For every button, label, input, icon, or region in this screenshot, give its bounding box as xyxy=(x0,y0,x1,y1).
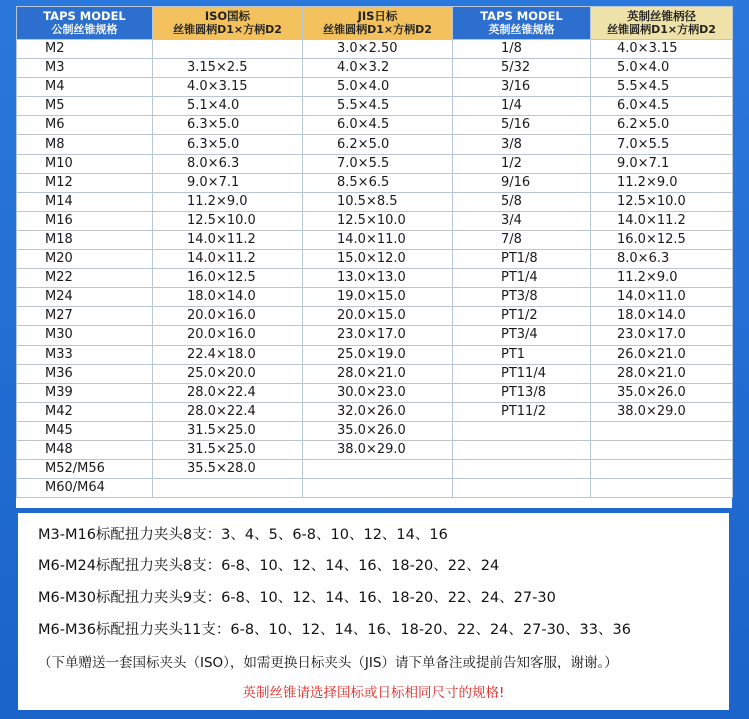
imperial-size-cell: 23.0×17.0 xyxy=(591,326,733,345)
iso-size-cell: 9.0×7.1 xyxy=(153,173,303,192)
imperial-size-cell: 14.0×11.0 xyxy=(591,288,733,307)
note-line-4: M6-M36标配扭力夹头11支：6-8、10、12、14、16、18-20、22、24、27-30、33、36 xyxy=(38,622,631,638)
iso-size-cell: 18.0×14.0 xyxy=(153,288,303,307)
imperial-size-cell: 28.0×21.0 xyxy=(591,364,733,383)
imperial-model-cell: 1/4 xyxy=(453,97,591,116)
imperial-size-cell: 5.5×4.5 xyxy=(591,78,733,97)
iso-size-cell xyxy=(153,479,303,498)
iso-size-cell: 6.3×5.0 xyxy=(153,135,303,154)
jis-size-cell: 6.2×5.0 xyxy=(303,135,453,154)
table-row xyxy=(17,402,733,421)
imperial-model-cell: 9/16 xyxy=(453,173,591,192)
metric-model-cell: M39 xyxy=(17,383,153,402)
note-line-1: M3-M16标配扭力夹头8支：3、4、5、6-8、10、12、14、16 xyxy=(38,527,448,543)
iso-size-cell: 22.4×18.0 xyxy=(153,345,303,364)
imperial-model-cell: PT1/8 xyxy=(453,250,591,269)
table-row xyxy=(17,460,733,479)
tap-size-table xyxy=(16,6,733,498)
table-row xyxy=(17,326,733,345)
imperial-model-cell xyxy=(453,421,591,440)
jis-size-cell: 15.0×12.0 xyxy=(303,250,453,269)
jis-size-cell: 30.0×23.0 xyxy=(303,383,453,402)
table-header-row xyxy=(17,7,733,40)
jis-size-cell: 12.5×10.0 xyxy=(303,211,453,230)
jis-size-cell: 38.0×29.0 xyxy=(303,440,453,459)
imperial-model-cell: 3/8 xyxy=(453,135,591,154)
iso-size-cell: 14.0×11.2 xyxy=(153,230,303,249)
iso-size-cell: 20.0×16.0 xyxy=(153,326,303,345)
header-iso: ISO国标 丝锥圆柄D1×方柄D2 xyxy=(153,7,303,40)
imperial-model-cell: PT11/4 xyxy=(453,364,591,383)
jis-size-cell xyxy=(303,460,453,479)
jis-size-cell: 32.0×26.0 xyxy=(303,402,453,421)
metric-model-cell: M22 xyxy=(17,269,153,288)
jis-size-cell: 8.5×6.5 xyxy=(303,173,453,192)
imperial-size-cell: 8.0×6.3 xyxy=(591,250,733,269)
iso-size-cell: 12.5×10.0 xyxy=(153,211,303,230)
metric-model-cell: M45 xyxy=(17,421,153,440)
jis-size-cell: 5.5×4.5 xyxy=(303,97,453,116)
jis-size-cell: 4.0×3.2 xyxy=(303,59,453,78)
metric-model-cell: M60/M64 xyxy=(17,479,153,498)
imperial-model-cell xyxy=(453,440,591,459)
iso-size-cell: 4.0×3.15 xyxy=(153,78,303,97)
table-body xyxy=(17,40,733,498)
table-row xyxy=(17,116,733,135)
table-row xyxy=(17,250,733,269)
table-row xyxy=(17,173,733,192)
imperial-size-cell: 7.0×5.5 xyxy=(591,135,733,154)
table-row xyxy=(17,154,733,173)
metric-model-cell: M33 xyxy=(17,345,153,364)
imperial-model-cell: 5/32 xyxy=(453,59,591,78)
jis-size-cell: 28.0×21.0 xyxy=(303,364,453,383)
iso-size-cell: 20.0×16.0 xyxy=(153,307,303,326)
jis-size-cell: 35.0×26.0 xyxy=(303,421,453,440)
metric-model-cell: M5 xyxy=(17,97,153,116)
metric-model-cell: M12 xyxy=(17,173,153,192)
metric-model-cell: M20 xyxy=(17,250,153,269)
table-row xyxy=(17,211,733,230)
imperial-size-cell: 6.0×4.5 xyxy=(591,97,733,116)
metric-model-cell: M14 xyxy=(17,192,153,211)
imperial-model-cell: 1/2 xyxy=(453,154,591,173)
jis-size-cell: 13.0×13.0 xyxy=(303,269,453,288)
metric-model-cell: M8 xyxy=(17,135,153,154)
imperial-size-cell: 35.0×26.0 xyxy=(591,383,733,402)
imperial-size-cell: 6.2×5.0 xyxy=(591,116,733,135)
jis-size-cell: 5.0×4.0 xyxy=(303,78,453,97)
iso-size-cell: 5.1×4.0 xyxy=(153,97,303,116)
metric-model-cell: M3 xyxy=(17,59,153,78)
table-row xyxy=(17,440,733,459)
imperial-model-cell: PT3/8 xyxy=(453,288,591,307)
metric-model-cell: M18 xyxy=(17,230,153,249)
imperial-model-cell: 5/8 xyxy=(453,192,591,211)
table-row xyxy=(17,40,733,59)
jis-size-cell: 7.0×5.5 xyxy=(303,154,453,173)
imperial-size-cell: 11.2×9.0 xyxy=(591,269,733,288)
table-row xyxy=(17,78,733,97)
imperial-model-cell: 5/16 xyxy=(453,116,591,135)
table-row xyxy=(17,479,733,498)
jis-size-cell: 20.0×15.0 xyxy=(303,307,453,326)
table-row xyxy=(17,364,733,383)
iso-size-cell: 35.5×28.0 xyxy=(153,460,303,479)
iso-size-cell: 11.2×9.0 xyxy=(153,192,303,211)
table-row xyxy=(17,421,733,440)
imperial-size-cell: 26.0×21.0 xyxy=(591,345,733,364)
table-row xyxy=(17,192,733,211)
iso-size-cell: 16.0×12.5 xyxy=(153,269,303,288)
metric-model-cell: M36 xyxy=(17,364,153,383)
jis-size-cell: 19.0×15.0 xyxy=(303,288,453,307)
iso-size-cell: 31.5×25.0 xyxy=(153,421,303,440)
table-row xyxy=(17,97,733,116)
metric-model-cell: M52/M56 xyxy=(17,460,153,479)
imperial-model-cell: PT1 xyxy=(453,345,591,364)
imperial-size-cell: 5.0×4.0 xyxy=(591,59,733,78)
imperial-model-cell: PT3/4 xyxy=(453,326,591,345)
imperial-model-cell: PT1/2 xyxy=(453,307,591,326)
iso-size-cell: 8.0×6.3 xyxy=(153,154,303,173)
table-row xyxy=(17,135,733,154)
imperial-size-cell: 9.0×7.1 xyxy=(591,154,733,173)
table-row xyxy=(17,230,733,249)
iso-size-cell: 14.0×11.2 xyxy=(153,250,303,269)
imperial-model-cell: 7/8 xyxy=(453,230,591,249)
jis-size-cell: 25.0×19.0 xyxy=(303,345,453,364)
imperial-size-cell: 18.0×14.0 xyxy=(591,307,733,326)
imperial-size-cell: 16.0×12.5 xyxy=(591,230,733,249)
imperial-size-cell: 4.0×3.15 xyxy=(591,40,733,59)
imperial-model-cell: PT13/8 xyxy=(453,383,591,402)
header-jis: JIS日标 丝锥圆柄D1×方柄D2 xyxy=(303,7,453,40)
note-line-3: M6-M30标配扭力夹头9支：6-8、10、12、14、16、18-20、22、24、27-30 xyxy=(38,590,556,606)
imperial-model-cell: 1/8 xyxy=(453,40,591,59)
iso-size-cell xyxy=(153,40,303,59)
notes-panel xyxy=(18,513,729,710)
jis-size-cell: 14.0×11.0 xyxy=(303,230,453,249)
imperial-model-cell: PT11/2 xyxy=(453,402,591,421)
note-line-2: M6-M24标配扭力夹头8支：6-8、10、12、14、16、18-20、22、24 xyxy=(38,558,500,574)
imperial-size-cell: 14.0×11.2 xyxy=(591,211,733,230)
iso-size-cell: 28.0×22.4 xyxy=(153,402,303,421)
imperial-size-cell xyxy=(591,421,733,440)
note-gift-info: （下单赠送一套国标夹头（ISO），如需更换日标夹头（JIS）请下单备注或提前告知客服，谢谢。） xyxy=(38,655,618,671)
header-imperial-model: TAPS MODEL 英制丝锥规格 xyxy=(453,7,591,40)
iso-size-cell: 6.3×5.0 xyxy=(153,116,303,135)
metric-model-cell: M16 xyxy=(17,211,153,230)
jis-size-cell: 23.0×17.0 xyxy=(303,326,453,345)
imperial-size-cell: 12.5×10.0 xyxy=(591,192,733,211)
iso-size-cell: 31.5×25.0 xyxy=(153,440,303,459)
metric-model-cell: M10 xyxy=(17,154,153,173)
table-row xyxy=(17,345,733,364)
header-imperial-shank: 英制丝锥柄径 丝锥圆柄D1×方柄D2 xyxy=(591,7,733,40)
metric-model-cell: M6 xyxy=(17,116,153,135)
table-row xyxy=(17,383,733,402)
table-row xyxy=(17,59,733,78)
table-row xyxy=(17,307,733,326)
header-metric-model: TAPS MODEL 公制丝锥规格 xyxy=(17,7,153,40)
metric-model-cell: M48 xyxy=(17,440,153,459)
table-row xyxy=(17,269,733,288)
imperial-model-cell: 3/16 xyxy=(453,78,591,97)
tap-size-table-container xyxy=(16,6,732,508)
imperial-size-cell xyxy=(591,440,733,459)
imperial-model-cell: PT1/4 xyxy=(453,269,591,288)
imperial-model-cell xyxy=(453,460,591,479)
iso-size-cell: 25.0×20.0 xyxy=(153,364,303,383)
iso-size-cell: 3.15×2.5 xyxy=(153,59,303,78)
metric-model-cell: M4 xyxy=(17,78,153,97)
imperial-size-cell xyxy=(591,460,733,479)
imperial-model-cell: 3/4 xyxy=(453,211,591,230)
jis-size-cell: 6.0×4.5 xyxy=(303,116,453,135)
jis-size-cell: 10.5×8.5 xyxy=(303,192,453,211)
metric-model-cell: M30 xyxy=(17,326,153,345)
jis-size-cell xyxy=(303,479,453,498)
imperial-model-cell xyxy=(453,479,591,498)
metric-model-cell: M42 xyxy=(17,402,153,421)
metric-model-cell: M24 xyxy=(17,288,153,307)
imperial-size-cell: 11.2×9.0 xyxy=(591,173,733,192)
metric-model-cell: M27 xyxy=(17,307,153,326)
jis-size-cell: 3.0×2.50 xyxy=(303,40,453,59)
imperial-size-cell: 38.0×29.0 xyxy=(591,402,733,421)
metric-model-cell: M2 xyxy=(17,40,153,59)
note-imperial-warning: 英制丝锥请选择国标或日标相同尺寸的规格! xyxy=(242,685,505,701)
imperial-size-cell xyxy=(591,479,733,498)
iso-size-cell: 28.0×22.4 xyxy=(153,383,303,402)
table-row xyxy=(17,288,733,307)
